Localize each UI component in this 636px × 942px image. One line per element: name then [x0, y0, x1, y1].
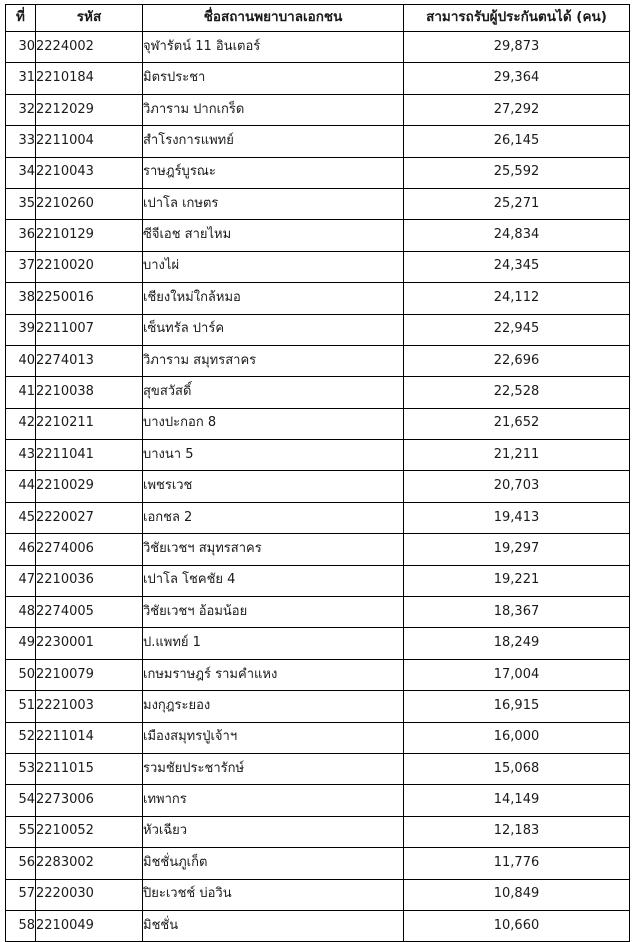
cell-name: บางปะกอก 8 [143, 408, 404, 439]
cell-code: 2274005 [36, 597, 143, 628]
table-row [6, 94, 630, 125]
cell-name: มิตรประชา [143, 63, 404, 94]
cell-index: 53 [6, 753, 36, 784]
cell-capacity: 29,364 [404, 63, 630, 94]
table-row [6, 565, 630, 596]
cell-index: 49 [6, 628, 36, 659]
table-header-row [6, 5, 630, 32]
cell-code: 2210036 [36, 565, 143, 596]
cell-code: 2210184 [36, 63, 143, 94]
cell-name: เปาโล โชคชัย 4 [143, 565, 404, 596]
table-row [6, 63, 630, 94]
cell-name: บางไผ่ [143, 251, 404, 282]
cell-index: 54 [6, 785, 36, 816]
cell-code: 2224002 [36, 32, 143, 63]
cell-name: บางนา 5 [143, 440, 404, 471]
cell-index: 50 [6, 659, 36, 690]
cell-index: 52 [6, 722, 36, 753]
cell-index: 33 [6, 126, 36, 157]
cell-code: 2211004 [36, 126, 143, 157]
cell-code: 2250016 [36, 283, 143, 314]
cell-index: 38 [6, 283, 36, 314]
cell-name: เซ็นทรัล ปาร์ค [143, 314, 404, 345]
cell-index: 43 [6, 440, 36, 471]
cell-index: 56 [6, 848, 36, 879]
table-row [6, 345, 630, 376]
cell-capacity: 18,367 [404, 597, 630, 628]
cell-code: 2211014 [36, 722, 143, 753]
cell-name: วิภาราม ปากเกร็ด [143, 94, 404, 125]
cell-name: รวมชัยประชารักษ์ [143, 753, 404, 784]
cell-capacity: 12,183 [404, 816, 630, 847]
column-header-code: รหัส [36, 5, 143, 32]
cell-code: 2274006 [36, 534, 143, 565]
cell-index: 34 [6, 157, 36, 188]
cell-capacity: 19,221 [404, 565, 630, 596]
cell-code: 2210079 [36, 659, 143, 690]
cell-name: สุขสวัสดิ์ [143, 377, 404, 408]
cell-name: จุฬารัตน์ 11 อินเตอร์ [143, 32, 404, 63]
cell-index: 58 [6, 910, 36, 941]
cell-name: ป.แพทย์ 1 [143, 628, 404, 659]
cell-code: 2210129 [36, 220, 143, 251]
cell-index: 46 [6, 534, 36, 565]
table-row [6, 251, 630, 282]
cell-code: 2212029 [36, 94, 143, 125]
cell-name: เมืองสมุทรปู่เจ้าฯ [143, 722, 404, 753]
cell-index: 30 [6, 32, 36, 63]
cell-index: 41 [6, 377, 36, 408]
cell-index: 44 [6, 471, 36, 502]
table-row [6, 220, 630, 251]
table-row [6, 659, 630, 690]
table-row [6, 314, 630, 345]
cell-capacity: 18,249 [404, 628, 630, 659]
cell-name: มิชชั่นภูเก็ต [143, 848, 404, 879]
table-row [6, 785, 630, 816]
cell-name: เกษมราษฎร์ รามคำแหง [143, 659, 404, 690]
cell-index: 45 [6, 502, 36, 533]
cell-index: 39 [6, 314, 36, 345]
cell-capacity: 22,696 [404, 345, 630, 376]
cell-capacity: 25,271 [404, 188, 630, 219]
cell-code: 2210049 [36, 910, 143, 941]
table-row [6, 597, 630, 628]
table-row [6, 283, 630, 314]
cell-name: สำโรงการแพทย์ [143, 126, 404, 157]
cell-name: วิชัยเวชฯ สมุทรสาคร [143, 534, 404, 565]
cell-capacity: 22,945 [404, 314, 630, 345]
cell-code: 2211007 [36, 314, 143, 345]
cell-code: 2211041 [36, 440, 143, 471]
table-row [6, 440, 630, 471]
cell-name: เอกชล 2 [143, 502, 404, 533]
cell-capacity: 24,345 [404, 251, 630, 282]
cell-capacity: 29,873 [404, 32, 630, 63]
cell-index: 40 [6, 345, 36, 376]
cell-capacity: 14,149 [404, 785, 630, 816]
cell-code: 2210038 [36, 377, 143, 408]
cell-name: เทพากร [143, 785, 404, 816]
table-row [6, 408, 630, 439]
cell-code: 2210043 [36, 157, 143, 188]
table-row [6, 722, 630, 753]
cell-index: 51 [6, 691, 36, 722]
document-page [0, 4, 636, 942]
cell-capacity: 21,211 [404, 440, 630, 471]
cell-capacity: 17,004 [404, 659, 630, 690]
table-row [6, 32, 630, 63]
cell-code: 2273006 [36, 785, 143, 816]
cell-name: ราษฎร์บูรณะ [143, 157, 404, 188]
cell-code: 2211015 [36, 753, 143, 784]
cell-index: 31 [6, 63, 36, 94]
cell-index: 32 [6, 94, 36, 125]
cell-index: 48 [6, 597, 36, 628]
cell-code: 2283002 [36, 848, 143, 879]
cell-code: 2220030 [36, 879, 143, 910]
cell-capacity: 16,000 [404, 722, 630, 753]
table-row [6, 157, 630, 188]
cell-index: 35 [6, 188, 36, 219]
cell-index: 42 [6, 408, 36, 439]
cell-code: 2274013 [36, 345, 143, 376]
cell-capacity: 19,413 [404, 502, 630, 533]
cell-code: 2210052 [36, 816, 143, 847]
cell-capacity: 20,703 [404, 471, 630, 502]
table-row [6, 534, 630, 565]
table-row [6, 848, 630, 879]
cell-code: 2220027 [36, 502, 143, 533]
column-header-capacity: สามารถรับผู้ประกันตนได้ (คน) [404, 5, 630, 32]
table-row [6, 377, 630, 408]
cell-capacity: 24,112 [404, 283, 630, 314]
cell-name: วิชัยเวชฯ อ้อมน้อย [143, 597, 404, 628]
cell-name: วิภาราม สมุทรสาคร [143, 345, 404, 376]
cell-capacity: 27,292 [404, 94, 630, 125]
cell-capacity: 19,297 [404, 534, 630, 565]
cell-name: เปาโล เกษตร [143, 188, 404, 219]
cell-capacity: 11,776 [404, 848, 630, 879]
cell-capacity: 22,528 [404, 377, 630, 408]
cell-capacity: 25,592 [404, 157, 630, 188]
cell-index: 47 [6, 565, 36, 596]
table-row [6, 188, 630, 219]
cell-name: เชียงใหม่ใกล้หมอ [143, 283, 404, 314]
table-header [6, 5, 630, 32]
hospital-capacity-table [5, 4, 630, 942]
cell-code: 2221003 [36, 691, 143, 722]
cell-code: 2210020 [36, 251, 143, 282]
table-row [6, 502, 630, 533]
cell-capacity: 21,652 [404, 408, 630, 439]
cell-index: 55 [6, 816, 36, 847]
table-row [6, 753, 630, 784]
cell-name: มงกุฎระยอง [143, 691, 404, 722]
table-row [6, 126, 630, 157]
cell-name: เพชรเวช [143, 471, 404, 502]
table-row [6, 471, 630, 502]
cell-code: 2210029 [36, 471, 143, 502]
cell-capacity: 10,660 [404, 910, 630, 941]
cell-index: 37 [6, 251, 36, 282]
cell-index: 36 [6, 220, 36, 251]
cell-capacity: 26,145 [404, 126, 630, 157]
cell-capacity: 15,068 [404, 753, 630, 784]
cell-capacity: 24,834 [404, 220, 630, 251]
table-body [6, 32, 630, 942]
cell-code: 2210260 [36, 188, 143, 219]
cell-code: 2230001 [36, 628, 143, 659]
column-header-index: ที่ [6, 5, 36, 32]
table-row [6, 879, 630, 910]
cell-index: 57 [6, 879, 36, 910]
cell-name: ซีจีเอช สายไหม [143, 220, 404, 251]
table-row [6, 816, 630, 847]
cell-code: 2210211 [36, 408, 143, 439]
cell-capacity: 10,849 [404, 879, 630, 910]
cell-capacity: 16,915 [404, 691, 630, 722]
cell-name: มิชชั่น [143, 910, 404, 941]
cell-name: หัวเฉียว [143, 816, 404, 847]
table-row [6, 910, 630, 941]
table-row [6, 691, 630, 722]
column-header-name: ชื่อสถานพยาบาลเอกชน [143, 5, 404, 32]
table-row [6, 628, 630, 659]
cell-name: ปิยะเวชช์ บ่อวิน [143, 879, 404, 910]
